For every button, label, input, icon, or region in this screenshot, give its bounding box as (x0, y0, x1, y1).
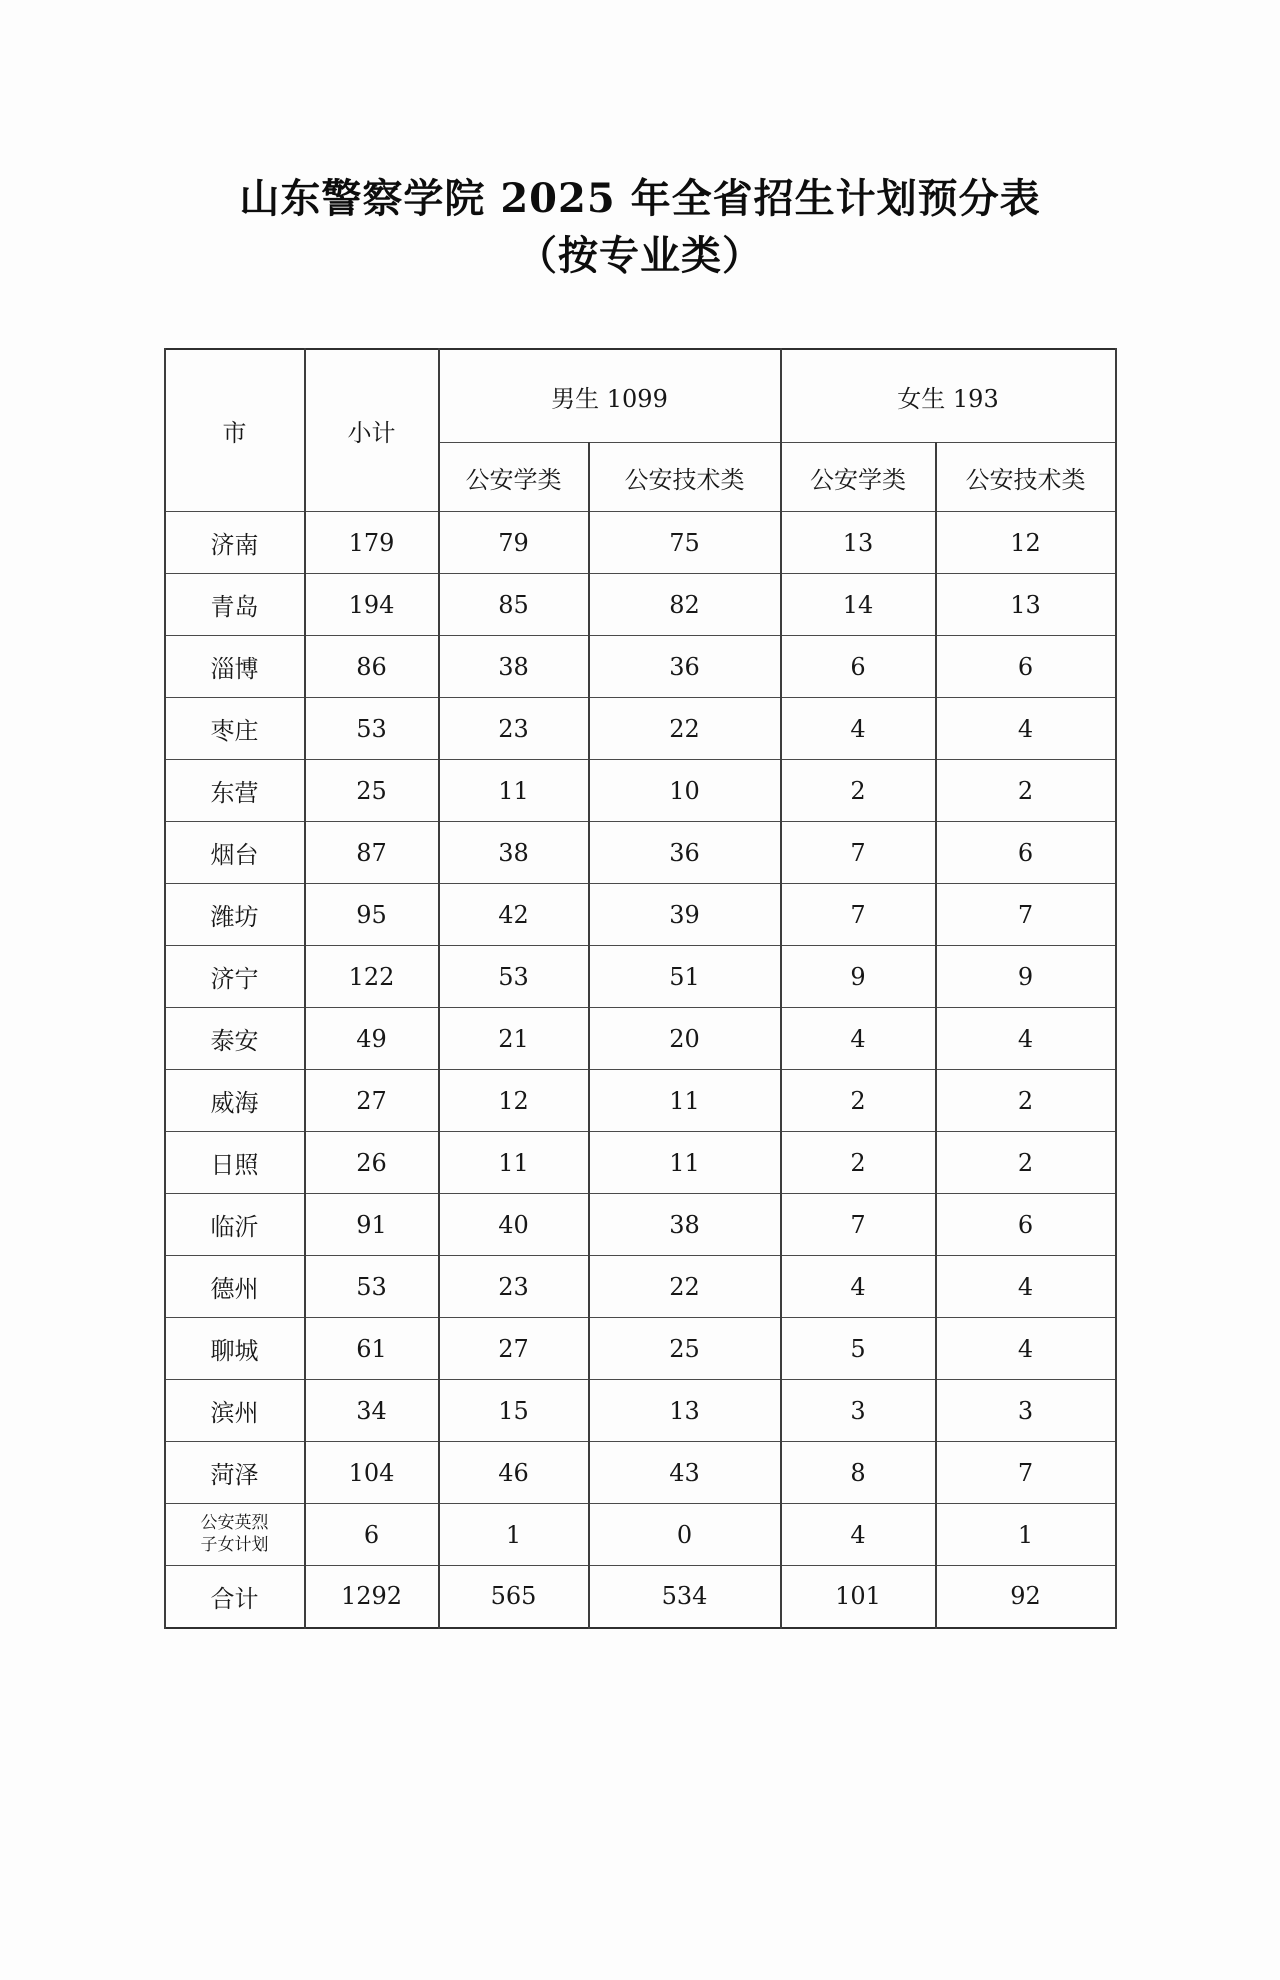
value-cell: 7 (781, 1194, 936, 1256)
value-cell: 49 (305, 1008, 439, 1070)
city-cell: 德州 (165, 1256, 305, 1318)
value-cell: 534 (589, 1566, 781, 1628)
value-cell: 53 (305, 698, 439, 760)
value-cell: 9 (936, 946, 1116, 1008)
value-cell: 91 (305, 1194, 439, 1256)
city-cell: 聊城 (165, 1318, 305, 1380)
value-cell: 13 (936, 574, 1116, 636)
value-cell: 40 (439, 1194, 589, 1256)
value-cell: 6 (936, 636, 1116, 698)
table-row (165, 822, 1116, 884)
city-cell: 泰安 (165, 1008, 305, 1070)
value-cell: 10 (589, 760, 781, 822)
value-cell: 53 (439, 946, 589, 1008)
value-cell: 0 (589, 1504, 781, 1566)
value-cell: 4 (936, 698, 1116, 760)
city-cell: 菏泽 (165, 1442, 305, 1504)
value-cell: 1 (936, 1504, 1116, 1566)
value-cell: 179 (305, 512, 439, 574)
value-cell: 4 (936, 1008, 1116, 1070)
value-cell: 39 (589, 884, 781, 946)
header-male-group: 男生 1099 (439, 349, 781, 443)
header-city: 市 (165, 349, 305, 512)
value-cell: 92 (936, 1566, 1116, 1628)
value-cell: 36 (589, 822, 781, 884)
value-cell: 565 (439, 1566, 589, 1628)
city-cell: 济南 (165, 512, 305, 574)
value-cell: 25 (305, 760, 439, 822)
table-row (165, 1132, 1116, 1194)
value-cell: 101 (781, 1566, 936, 1628)
table-row (165, 760, 1116, 822)
value-cell: 4 (936, 1318, 1116, 1380)
value-cell: 25 (589, 1318, 781, 1380)
value-cell: 82 (589, 574, 781, 636)
value-cell: 11 (439, 760, 589, 822)
header-female-tech: 公安技术类 (936, 443, 1116, 512)
header-female-group: 女生 193 (781, 349, 1116, 443)
enrollment-plan-table (164, 348, 1117, 1629)
value-cell: 51 (589, 946, 781, 1008)
table-row (165, 1318, 1116, 1380)
header-subtotal: 小计 (305, 349, 439, 512)
value-cell: 2 (936, 760, 1116, 822)
city-cell: 日照 (165, 1132, 305, 1194)
value-cell: 36 (589, 636, 781, 698)
value-cell: 2 (781, 1070, 936, 1132)
value-cell: 11 (439, 1132, 589, 1194)
table-row (165, 1256, 1116, 1318)
value-cell: 7 (781, 884, 936, 946)
table-row (165, 946, 1116, 1008)
value-cell: 79 (439, 512, 589, 574)
value-cell: 3 (936, 1380, 1116, 1442)
value-cell: 2 (781, 1132, 936, 1194)
value-cell: 43 (589, 1442, 781, 1504)
value-cell: 1292 (305, 1566, 439, 1628)
value-cell: 194 (305, 574, 439, 636)
value-cell: 5 (781, 1318, 936, 1380)
city-cell: 淄博 (165, 636, 305, 698)
header-male-public-security: 公安学类 (439, 443, 589, 512)
value-cell: 20 (589, 1008, 781, 1070)
value-cell: 2 (936, 1070, 1116, 1132)
value-cell: 75 (589, 512, 781, 574)
table-row (165, 884, 1116, 946)
value-cell: 9 (781, 946, 936, 1008)
city-cell: 枣庄 (165, 698, 305, 760)
value-cell: 42 (439, 884, 589, 946)
city-cell: 青岛 (165, 574, 305, 636)
value-cell: 23 (439, 698, 589, 760)
value-cell: 85 (439, 574, 589, 636)
value-cell: 34 (305, 1380, 439, 1442)
table-row (165, 1194, 1116, 1256)
city-cell: 威海 (165, 1070, 305, 1132)
table-row (165, 1380, 1116, 1442)
value-cell: 6 (936, 1194, 1116, 1256)
value-cell: 86 (305, 636, 439, 698)
value-cell: 61 (305, 1318, 439, 1380)
table-body (165, 512, 1116, 1628)
table-row (165, 1442, 1116, 1504)
table-row (165, 512, 1116, 574)
value-cell: 26 (305, 1132, 439, 1194)
page-title-line1: 山东警察学院 2025 年全省招生计划预分表 (239, 175, 1041, 222)
table-row (165, 636, 1116, 698)
value-cell: 23 (439, 1256, 589, 1318)
value-cell: 7 (936, 1442, 1116, 1504)
value-cell: 11 (589, 1070, 781, 1132)
table-row (165, 1008, 1116, 1070)
value-cell: 3 (781, 1380, 936, 1442)
city-cell: 公安英烈 子女计划 (165, 1504, 305, 1566)
page-title-line2: （按专业类） (517, 232, 763, 279)
value-cell: 22 (589, 1256, 781, 1318)
value-cell: 6 (305, 1504, 439, 1566)
value-cell: 4 (781, 1256, 936, 1318)
special-row (165, 1504, 1116, 1566)
value-cell: 2 (936, 1132, 1116, 1194)
value-cell: 7 (936, 884, 1116, 946)
value-cell: 22 (589, 698, 781, 760)
value-cell: 104 (305, 1442, 439, 1504)
table-row (165, 698, 1116, 760)
value-cell: 95 (305, 884, 439, 946)
value-cell: 21 (439, 1008, 589, 1070)
value-cell: 6 (781, 636, 936, 698)
value-cell: 27 (305, 1070, 439, 1132)
value-cell: 4 (781, 1008, 936, 1070)
value-cell: 4 (936, 1256, 1116, 1318)
value-cell: 4 (781, 698, 936, 760)
city-cell: 东营 (165, 760, 305, 822)
header-group-row (165, 349, 1116, 443)
city-cell: 济宁 (165, 946, 305, 1008)
value-cell: 46 (439, 1442, 589, 1504)
table-row (165, 574, 1116, 636)
value-cell: 12 (439, 1070, 589, 1132)
value-cell: 38 (589, 1194, 781, 1256)
city-cell: 潍坊 (165, 884, 305, 946)
table-header (165, 349, 1116, 512)
value-cell: 4 (781, 1504, 936, 1566)
value-cell: 27 (439, 1318, 589, 1380)
value-cell: 13 (781, 512, 936, 574)
value-cell: 38 (439, 822, 589, 884)
value-cell: 12 (936, 512, 1116, 574)
value-cell: 53 (305, 1256, 439, 1318)
city-cell: 合计 (165, 1566, 305, 1628)
value-cell: 122 (305, 946, 439, 1008)
value-cell: 1 (439, 1504, 589, 1566)
value-cell: 38 (439, 636, 589, 698)
value-cell: 7 (781, 822, 936, 884)
value-cell: 6 (936, 822, 1116, 884)
value-cell: 13 (589, 1380, 781, 1442)
table-row (165, 1070, 1116, 1132)
total-row (165, 1566, 1116, 1628)
header-male-tech: 公安技术类 (589, 443, 781, 512)
header-female-public-security: 公安学类 (781, 443, 936, 512)
page-title (0, 170, 1280, 284)
value-cell: 8 (781, 1442, 936, 1504)
city-cell: 烟台 (165, 822, 305, 884)
value-cell: 87 (305, 822, 439, 884)
value-cell: 11 (589, 1132, 781, 1194)
value-cell: 15 (439, 1380, 589, 1442)
value-cell: 2 (781, 760, 936, 822)
value-cell: 14 (781, 574, 936, 636)
city-cell: 临沂 (165, 1194, 305, 1256)
city-cell: 滨州 (165, 1380, 305, 1442)
